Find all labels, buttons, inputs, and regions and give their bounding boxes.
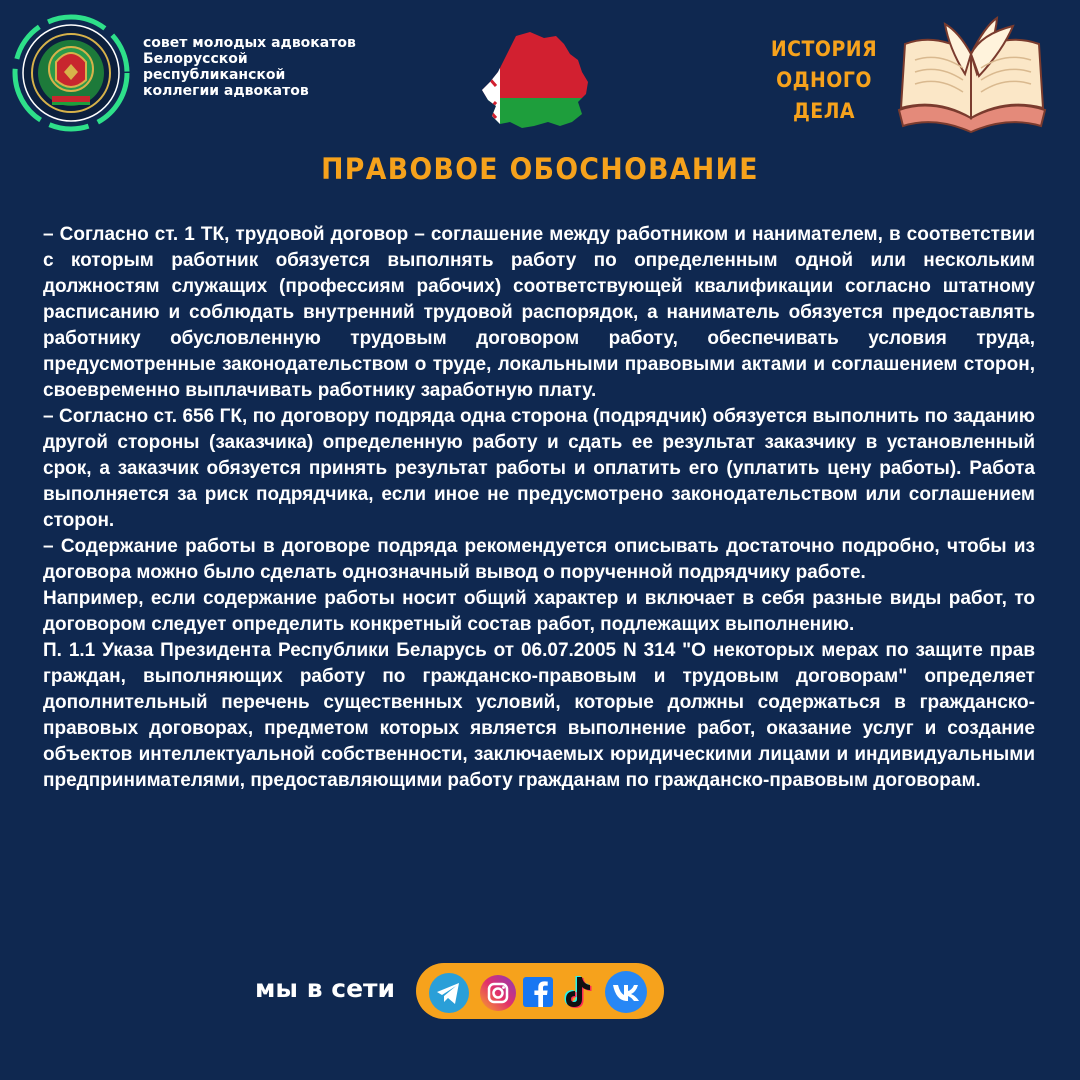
belarus-flag-map-icon xyxy=(478,30,593,132)
page-title: ПРАВОВОЕ ОБОСНОВАНИЕ xyxy=(321,152,759,186)
legal-text xyxy=(43,222,1035,794)
social-label: мы в сети xyxy=(255,974,396,1003)
paragraph: – Согласно ст. 656 ГК, по договору подряда одна сторона (подрядчик) обязуется выполнить по заданию другой стороны (заказчика) определенную работу и сдать ее результат заказчику в установленный срок, а заказчик обязуется принять результат работы и оплатить его (уплатить цену работы). Работа выполняется за риск подрядчика, если иное не предусмотрено законодательством или соглашением сторон. xyxy=(43,406,1035,531)
org-line: совет молодых адвокатов xyxy=(143,35,356,51)
series-line: ОДНОГО xyxy=(776,68,872,92)
paragraph: – Согласно ст. 1 ТК, трудовой договор – соглашение между работником и нанимателем, в соответствии с которым работник обязуется выполнять работу по определенным одной или нескольким должностям служащих (профессиям рабочих) соответствующей квалификации согласно штатному расписанию и соблюдать внутренний трудовой распорядок, а наниматель обязуется предоставлять работнику обусловленную трудовым договором работу, обеспечивать условия труда, предусмотренные законодательством о труде, локальными правовыми актами и соглашением сторон, своевременно выплачивать работнику заработную плату. xyxy=(43,224,1035,401)
org-line: республиканской xyxy=(143,67,286,83)
org-line: коллегии адвокатов xyxy=(143,83,309,99)
series-title xyxy=(760,34,888,127)
instagram-icon[interactable] xyxy=(479,974,517,1014)
social-links-bar xyxy=(416,963,664,1019)
open-book-icon xyxy=(893,14,1051,136)
facebook-icon[interactable] xyxy=(523,977,553,1017)
organization-name xyxy=(143,35,393,99)
paragraph: П. 1.1 Указа Президента Республики Беларусь от 06.07.2005 N 314 "О некоторых мерах по защите прав граждан, выполняющих работу по гражданско-правовым и трудовым договорам" определяет дополнительный перечень существенных условий, которые должны содержаться в гражданско-правовых договорах, предметом которых является выполнение работ, оказание услуг и создание объектов интеллектуальной собственности, заключаемых юридическими лицами и индивидуальными предпринимателями, предоставляющими работу гражданам по гражданско-правовым договорам. xyxy=(43,640,1035,791)
series-line: ИСТОРИЯ xyxy=(770,37,878,61)
paragraph: Например, если содержание работы носит общий характер и включает в себя разные виды работ, то договором следует определить конкретный состав работ, подлежащих выполнению. xyxy=(43,588,1035,635)
org-line: Белорусской xyxy=(143,51,248,67)
vk-icon[interactable] xyxy=(604,970,648,1010)
telegram-icon[interactable] xyxy=(428,972,470,1012)
paragraph: – Содержание работы в договоре подряда рекомендуется описывать достаточно подробно, чтобы из договора можно было сделать однозначный вывод о порученной подрядчику работе. xyxy=(43,536,1035,583)
series-line: ДЕЛА xyxy=(792,99,856,123)
bar-association-emblem-logo xyxy=(12,14,130,132)
tiktok-icon[interactable] xyxy=(558,973,594,1013)
